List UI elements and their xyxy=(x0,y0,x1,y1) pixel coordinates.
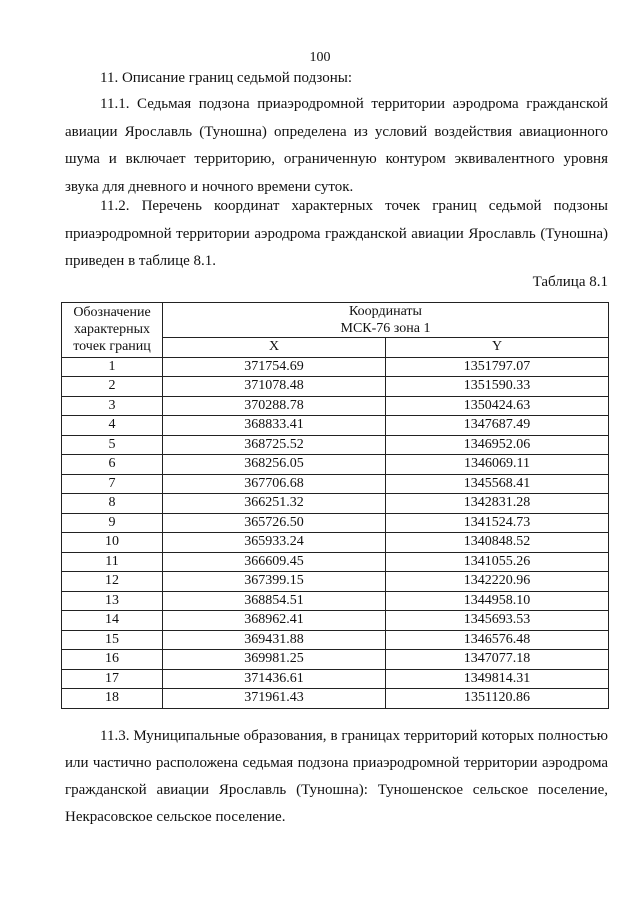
table-row xyxy=(62,591,609,611)
x-coordinate-cell: 368725.52 xyxy=(163,435,386,455)
table-row xyxy=(62,611,609,631)
point-number-cell: 14 xyxy=(62,611,163,631)
x-coordinate-cell: 370288.78 xyxy=(163,396,386,416)
y-coordinate-cell: 1350424.63 xyxy=(386,396,609,416)
table-row xyxy=(62,357,609,377)
table-row xyxy=(62,572,609,592)
table-caption: Таблица 8.1 xyxy=(532,274,608,290)
y-coordinate-cell: 1344958.10 xyxy=(386,591,609,611)
paragraph-11-1: 11.1. Седьмая подзона приаэродромной территории аэродрома гражданской авиации Ярославль (Туношна) определена из условий воздействия авиационного шума и включает территорию, ограниченную контуром эквивалентного уровня звука для дневного и ночного времени суток. xyxy=(65,96,608,195)
point-number-cell: 9 xyxy=(62,513,163,533)
y-coordinate-cell: 1342831.28 xyxy=(386,494,609,514)
y-coordinate-cell: 1345568.41 xyxy=(386,474,609,494)
point-number-cell: 10 xyxy=(62,533,163,553)
x-coordinate-cell: 366609.45 xyxy=(163,552,386,572)
table-row xyxy=(62,455,609,475)
x-coordinate-cell: 368962.41 xyxy=(163,611,386,631)
y-coordinate-cell: 1340848.52 xyxy=(386,533,609,553)
page-number: 100 xyxy=(309,50,331,65)
point-number-cell: 2 xyxy=(62,377,163,397)
point-number-cell: 16 xyxy=(62,650,163,670)
y-coordinate-cell: 1351120.86 xyxy=(386,689,609,709)
point-number-cell: 6 xyxy=(62,455,163,475)
column-header-point: Обозначение характерных точек границ xyxy=(62,303,163,358)
x-coordinate-cell: 371961.43 xyxy=(163,689,386,709)
y-coordinate-cell: 1351590.33 xyxy=(386,377,609,397)
x-coordinate-cell: 369431.88 xyxy=(163,630,386,650)
table-row xyxy=(62,435,609,455)
column-header-x: X xyxy=(163,338,386,358)
coordinates-table xyxy=(61,302,609,709)
y-coordinate-cell: 1346069.11 xyxy=(386,455,609,475)
x-coordinate-cell: 366251.32 xyxy=(163,494,386,514)
column-header-y: Y xyxy=(386,338,609,358)
y-coordinate-cell: 1341524.73 xyxy=(386,513,609,533)
point-number-cell: 13 xyxy=(62,591,163,611)
point-number-cell: 3 xyxy=(62,396,163,416)
table-row xyxy=(62,474,609,494)
x-coordinate-cell: 371754.69 xyxy=(163,357,386,377)
table-row xyxy=(62,416,609,436)
x-coordinate-cell: 369981.25 xyxy=(163,650,386,670)
point-number-cell: 1 xyxy=(62,357,163,377)
x-coordinate-cell: 368833.41 xyxy=(163,416,386,436)
y-coordinate-cell: 1341055.26 xyxy=(386,552,609,572)
section-heading: 11. Описание границ седьмой подзоны: xyxy=(100,70,352,86)
column-header-coordinates xyxy=(163,303,609,338)
x-coordinate-cell: 367399.15 xyxy=(163,572,386,592)
point-number-cell: 18 xyxy=(62,689,163,709)
y-coordinate-cell: 1346576.48 xyxy=(386,630,609,650)
point-number-cell: 8 xyxy=(62,494,163,514)
y-coordinate-cell: 1347687.49 xyxy=(386,416,609,436)
table-row xyxy=(62,513,609,533)
point-number-cell: 4 xyxy=(62,416,163,436)
x-coordinate-cell: 371078.48 xyxy=(163,377,386,397)
x-coordinate-cell: 367706.68 xyxy=(163,474,386,494)
table-row xyxy=(62,630,609,650)
table-row xyxy=(62,494,609,514)
x-coordinate-cell: 365726.50 xyxy=(163,513,386,533)
y-coordinate-cell: 1345693.53 xyxy=(386,611,609,631)
x-coordinate-cell: 368256.05 xyxy=(163,455,386,475)
point-number-cell: 7 xyxy=(62,474,163,494)
x-coordinate-cell: 368854.51 xyxy=(163,591,386,611)
point-number-cell: 12 xyxy=(62,572,163,592)
paragraph-11-3: 11.3. Муниципальные образования, в границах территорий которых полностью или частично расположена седьмая подзона приаэродромной территории аэродрома гражданской авиации Ярославль (Туношна): Туношенское сельское поселение, Некрасовское сельское поселение. xyxy=(65,728,608,825)
y-coordinate-cell: 1349814.31 xyxy=(386,669,609,689)
y-coordinate-cell: 1342220.96 xyxy=(386,572,609,592)
table-row xyxy=(62,552,609,572)
point-number-cell: 11 xyxy=(62,552,163,572)
x-coordinate-cell: 371436.61 xyxy=(163,669,386,689)
x-coordinate-cell: 365933.24 xyxy=(163,533,386,553)
coordinates-title: Координаты xyxy=(349,304,422,319)
point-number-cell: 15 xyxy=(62,630,163,650)
paragraph-11-2: 11.2. Перечень координат характерных точек границ седьмой подзоны приаэродромной территории аэродрома гражданской авиации Ярославль (Туношна) приведен в таблице 8.1. xyxy=(65,198,608,269)
table-row xyxy=(62,533,609,553)
coordinate-system: МСК-76 зона 1 xyxy=(340,321,431,336)
table-row xyxy=(62,396,609,416)
table-row xyxy=(62,650,609,670)
y-coordinate-cell: 1351797.07 xyxy=(386,357,609,377)
table-row xyxy=(62,689,609,709)
point-number-cell: 17 xyxy=(62,669,163,689)
table-body xyxy=(62,357,609,708)
table-row xyxy=(62,377,609,397)
point-number-cell: 5 xyxy=(62,435,163,455)
y-coordinate-cell: 1347077.18 xyxy=(386,650,609,670)
table-row xyxy=(62,669,609,689)
y-coordinate-cell: 1346952.06 xyxy=(386,435,609,455)
